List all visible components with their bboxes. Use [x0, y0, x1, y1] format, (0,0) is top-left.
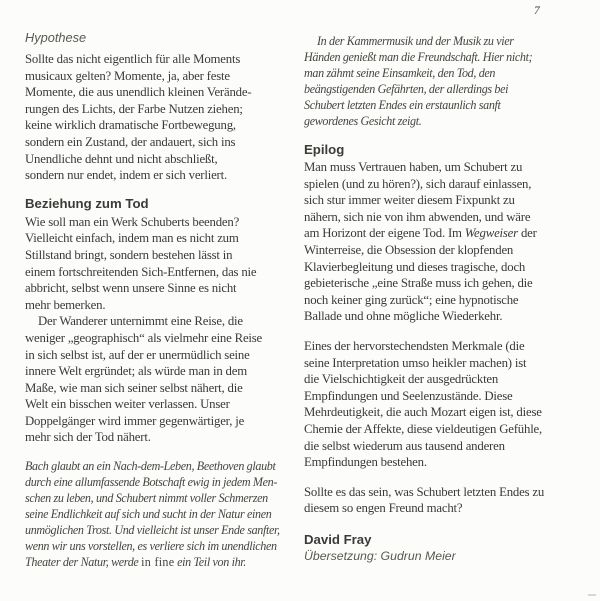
text-line: schen zu leben, und Schubert nimmt voller Schmerzen	[25, 491, 268, 506]
text-line: musicaux gelten? Momente, ja, aber feste	[25, 68, 230, 83]
text-line: Klavierbegleitung und dieses tragische, doch	[304, 259, 526, 274]
text-line: Vielleicht einfach, indem man es nicht zum	[25, 231, 239, 246]
text-line: unmöglichen Trost. Und vielleicht ist unser Ende sanfter,	[25, 523, 280, 538]
text-line: sich stur immer weiter diesem Fixpunkt zu	[304, 193, 515, 208]
paragraph-beziehung-1	[25, 214, 287, 314]
text-line: Sollte es das sein, was Schubert letzten Endes zu	[304, 484, 545, 499]
text-line: die Vielschichtigkeit der ausgedrückten	[304, 372, 499, 387]
text-line: Momente, die aus unendlich kleinen Verände-	[25, 85, 252, 100]
text-line: sondern nur endet, indem er sich verliert.	[25, 168, 227, 183]
text-line: abbricht, selbst wenn unsere Sinne es nicht	[25, 281, 237, 296]
text-line: Bach glaubt an ein Nach-dem-Leben, Beethoven glaubt	[25, 459, 276, 474]
text-line: Eines der hervorstechendsten Merkmale (die	[304, 338, 525, 353]
left-column	[25, 0, 287, 570]
quote-roman-segment: in fine	[141, 555, 175, 570]
text-line: beängstigenden Gefährten, der allerdings bei	[304, 82, 509, 96]
text-line: In der Kammermusik und der Musik zu vier	[317, 34, 514, 48]
epilog-roman-segment: am Horizont der eigene Tod. Im	[304, 226, 465, 241]
text-line: Sollte das nicht eigentlich für alle Moments	[25, 52, 241, 66]
text-line: spielen (und zu hören?), sich darauf einlassen,	[304, 176, 532, 191]
text-line: man zähmt seine Einsamkeit, den Tod, den	[304, 66, 496, 80]
text-line: in sich selbst ist, auf der er unermüdlich seine	[25, 347, 250, 362]
text-line: weniger „geographisch“ als vielmehr eine Reise	[25, 330, 263, 345]
paragraph-epilog-2	[304, 338, 574, 471]
scan-artifact	[588, 594, 596, 596]
paragraph-epilog-1-lines-b	[304, 242, 574, 325]
page-number: 7	[534, 5, 540, 17]
text-line: Der Wanderer unternimmt eine Reise, die	[38, 314, 243, 329]
paragraph-kammermusik	[304, 33, 574, 129]
text-line: rungen des Lichts, der Farbe Nutzen ziehen;	[25, 101, 243, 116]
paragraph-bach-quote-lines	[25, 458, 287, 554]
text-line: Winterreise, die Obsession der klopfenden	[304, 242, 514, 257]
translation-credit: Übersetzung: Gudrun Meier	[304, 548, 456, 563]
text-line: innere Welt ergründet; als würde man in dem	[25, 364, 247, 379]
text-line: Schubert letzten Endes ein erstaunlich sanft	[304, 98, 501, 112]
text-line: Stillstand bringt, sondern bestehen lässt in	[25, 247, 233, 262]
text-line: Händen genießt man die Freundschaft. Hier nicht;	[304, 50, 533, 64]
paragraph-hypothese	[25, 51, 287, 184]
text-line: mehr sich der Tod nähert.	[25, 430, 151, 445]
text-line	[25, 554, 287, 570]
text-line: einem fortschreitenden Sich-Entfernen, das nie	[25, 264, 257, 279]
text-line: gebieterische „eine Straße muss ich gehen, die	[304, 276, 533, 291]
text-line: Empfindungen und Seelenzustände. Diese	[304, 388, 513, 403]
text-line: seine Interpretation umso heikler machen) ist	[304, 355, 527, 370]
text-line: noch keiner ging zurück“; eine hypnotische	[304, 292, 519, 307]
quote-italic-segment: Theater der Natur, werde	[25, 555, 142, 570]
text-line: Maße, wie man sich seiner selbst nähert, die	[25, 380, 243, 395]
text-line: wenn wir uns vorstellen, es verliere sich im unendlichen	[25, 539, 277, 554]
text-line: mehr bemerken.	[25, 297, 106, 312]
author-name: David Fray	[304, 531, 372, 547]
epilog-roman-segment: der	[517, 226, 537, 241]
paragraph-epilog-1-lines-a	[304, 159, 574, 225]
text-line: Ballade und ohne mögliche Wiederkehr.	[304, 309, 503, 324]
text-line: durch eine allumfassende Botschaft ewig in jedem Men-	[25, 475, 278, 490]
text-line: Empfindungen bestehen.	[304, 455, 427, 470]
text-line: Welt ein bisschen weiter verlassen. Unser	[25, 397, 230, 412]
text-line: Chemie der Affekte, diese vieldeutigen Gefühle,	[304, 421, 543, 436]
text-line: Man muss Vertrauen haben, um Schubert zu	[304, 160, 523, 174]
paragraph-epilog-1	[304, 159, 574, 325]
text-line: Wie soll man ein Werk Schuberts beenden?	[25, 214, 240, 229]
text-line: nähern, sich nie von ihm abwenden, und wäre	[304, 209, 531, 224]
text-line: seine Endlichkeit auf sich und sucht in der Natur einen	[25, 507, 272, 522]
text-line: keine wirklich dramatische Fortbewegung,	[25, 118, 236, 133]
right-column	[304, 0, 574, 563]
section-heading-hypothese: Hypothese	[25, 30, 87, 45]
quote-italic-segment: ein Teil von ihr.	[174, 555, 246, 570]
text-line: sondern ein Zustand, der andauert, sich ins	[25, 134, 236, 149]
paragraph-beziehung-2	[25, 313, 287, 446]
section-heading-beziehung-zum-tod: Beziehung zum Tod	[25, 195, 149, 211]
epilog-italic-segment: Wegweiser	[464, 226, 518, 241]
text-line: gewordenes Gesicht zeigt.	[304, 114, 422, 128]
text-line: Unendliche dehnt und nicht abschließt,	[25, 151, 218, 166]
text-line: Doppelgänger wird immer gegenwärtiger, je	[25, 413, 245, 428]
text-line: die selbst wiederum aus tausend anderen	[304, 438, 505, 453]
text-line: diesem so engen Freund macht?	[304, 501, 463, 516]
text-line	[304, 225, 574, 242]
paragraph-epilog-3	[304, 484, 574, 517]
paragraph-bach-quote	[25, 458, 287, 570]
section-heading-epilog: Epilog	[304, 142, 345, 157]
text-line: Mehrdeutigkeit, die auch Mozart eigen ist, diese	[304, 405, 542, 420]
